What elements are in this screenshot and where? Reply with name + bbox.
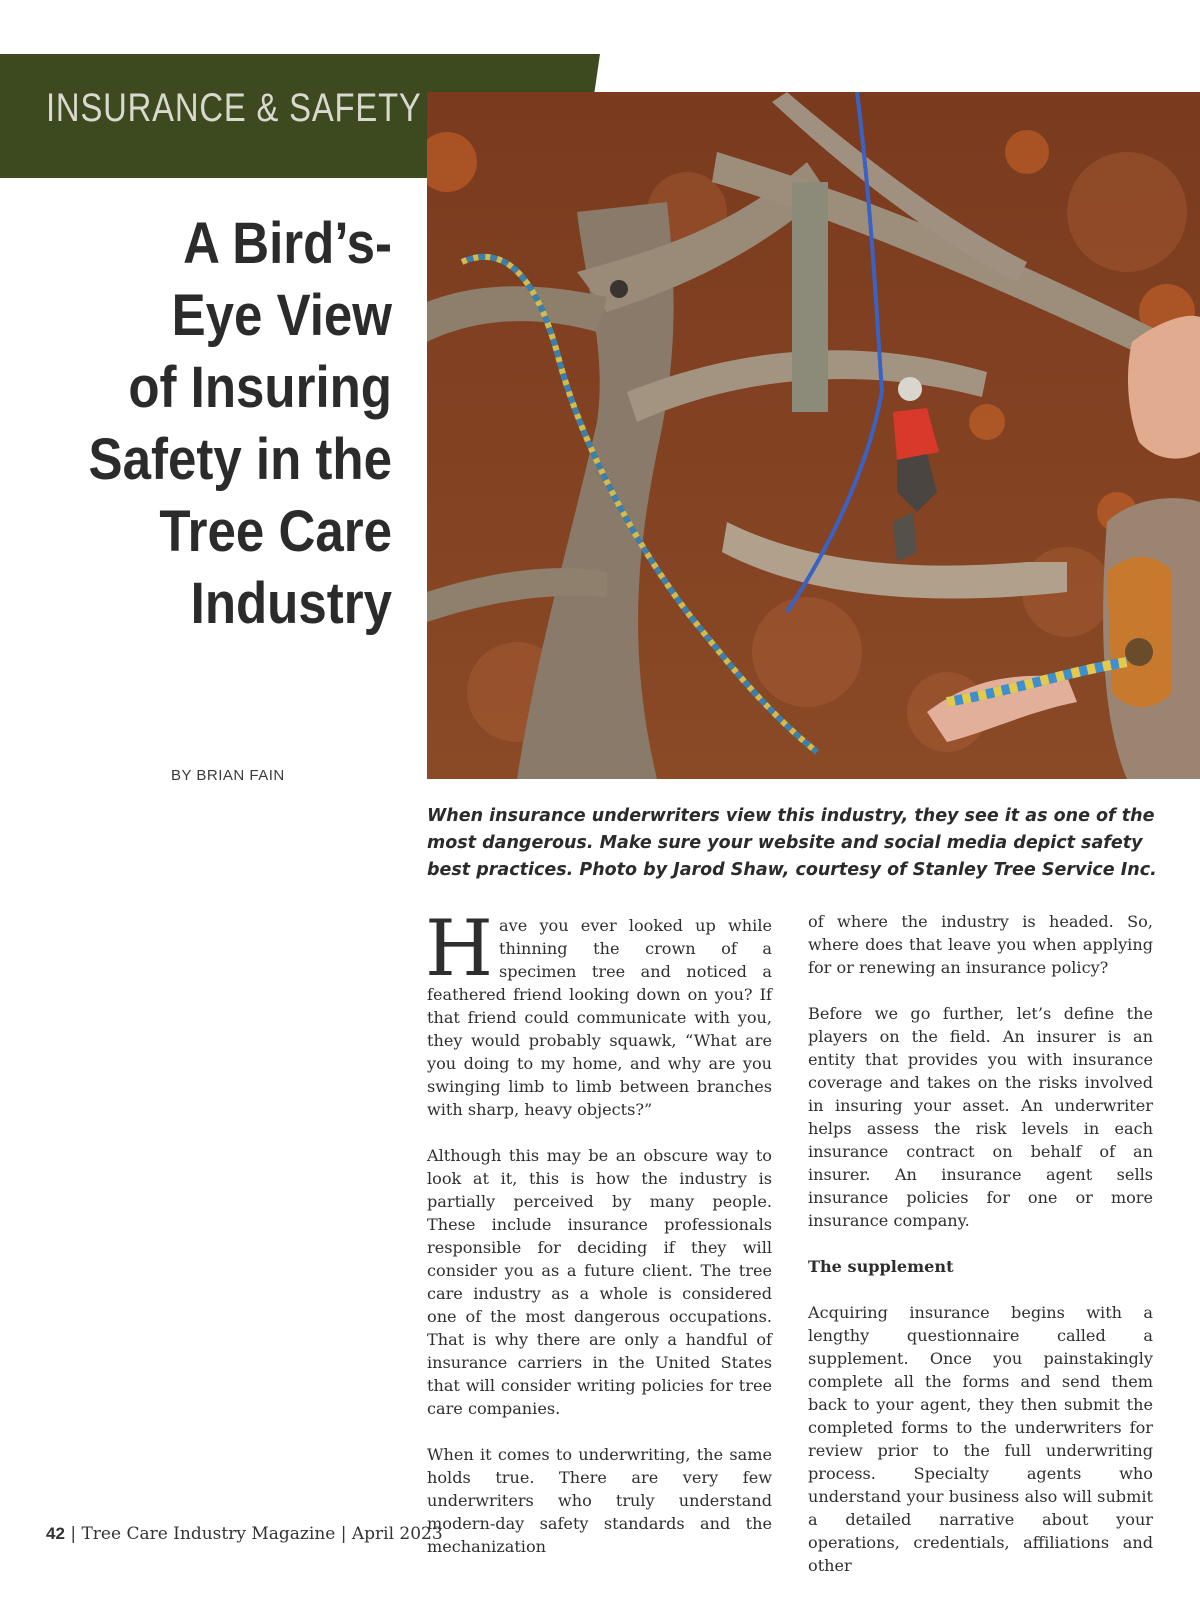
paragraph: of where the industry is headed. So, where does that leave you when applying for or renewing an insurance policy? — [808, 912, 1153, 977]
title-line: Safety in the — [88, 427, 392, 492]
paragraph: Although this may be an obscure way to look at it, this is how the industry is partially perceived by many people. These include insurance professionals responsible for deciding if they will consider you as a future client. The tree care industry as a whole is considered one of the most dangerous occupations. That is why there are only a handful of insurance carriers in the United States that will consider writing policies for tree care companies. — [427, 1146, 772, 1418]
article-title — [20, 208, 392, 640]
photo-caption: When insurance underwriters view this industry, they see it as one of the most dangerous. Make sure your website and social media depict safety best practices. Photo by Jarod Shaw, courtesy of Stanley Tree Service Inc. — [427, 806, 1157, 880]
article-column-1 — [425, 904, 772, 1581]
title-line: Tree Care — [159, 499, 392, 564]
page-footer — [46, 1524, 443, 1544]
article-photo — [427, 92, 1200, 779]
article-column-2 — [808, 910, 1153, 1600]
paragraph: Before we go further, let’s define the players on the field. An insurer is an entity that provides you with insurance coverage and takes on the risks involved in insuring your asset. An underwriter helps assess the risk levels in each insurance contract on behalf of an insurer. An insurance agent sells insurance policies for one or more insurance company. — [808, 1004, 1153, 1230]
title-line: Eye View — [171, 283, 392, 348]
paragraph-text: ave you ever looked up while thinning the crown of a specimen tree and noticed a feathered friend looking down on you? If that friend could communicate with you, they would probably squawk, “What are you doing to my home, and why are you swinging limb to limb between branches with sharp, heavy objects?” — [427, 916, 772, 1119]
page-number: 42 — [46, 1524, 65, 1543]
paragraph — [425, 904, 772, 1121]
title-line: Industry — [190, 571, 392, 636]
title-line: A Bird’s- — [183, 211, 392, 276]
title-line: of Insuring — [128, 355, 392, 420]
paragraph: When it comes to underwriting, the same holds true. There are very few underwriters who truly understand modern-day safety standards and the mechanization — [427, 1445, 772, 1556]
paragraph: Acquiring insurance begins with a lengthy questionnaire called a supplement. Once you painstakingly complete all the forms and send them back to your agent, they then submit the completed forms to the underwriters for review prior to the full underwriting process. Specialty agents who understand your business also will submit a detailed narrative about your operations, credentials, affiliations and other — [808, 1303, 1153, 1575]
section-subhead: The supplement — [808, 1257, 954, 1276]
drop-cap: H — [425, 904, 494, 994]
section-label: INSURANCE & SAFETY — [46, 86, 422, 130]
byline: BY BRIAN FAIN — [171, 767, 285, 784]
tree-climber-photo — [427, 92, 1200, 779]
footer-text: | Tree Care Industry Magazine | April 2023 — [64, 1524, 443, 1544]
